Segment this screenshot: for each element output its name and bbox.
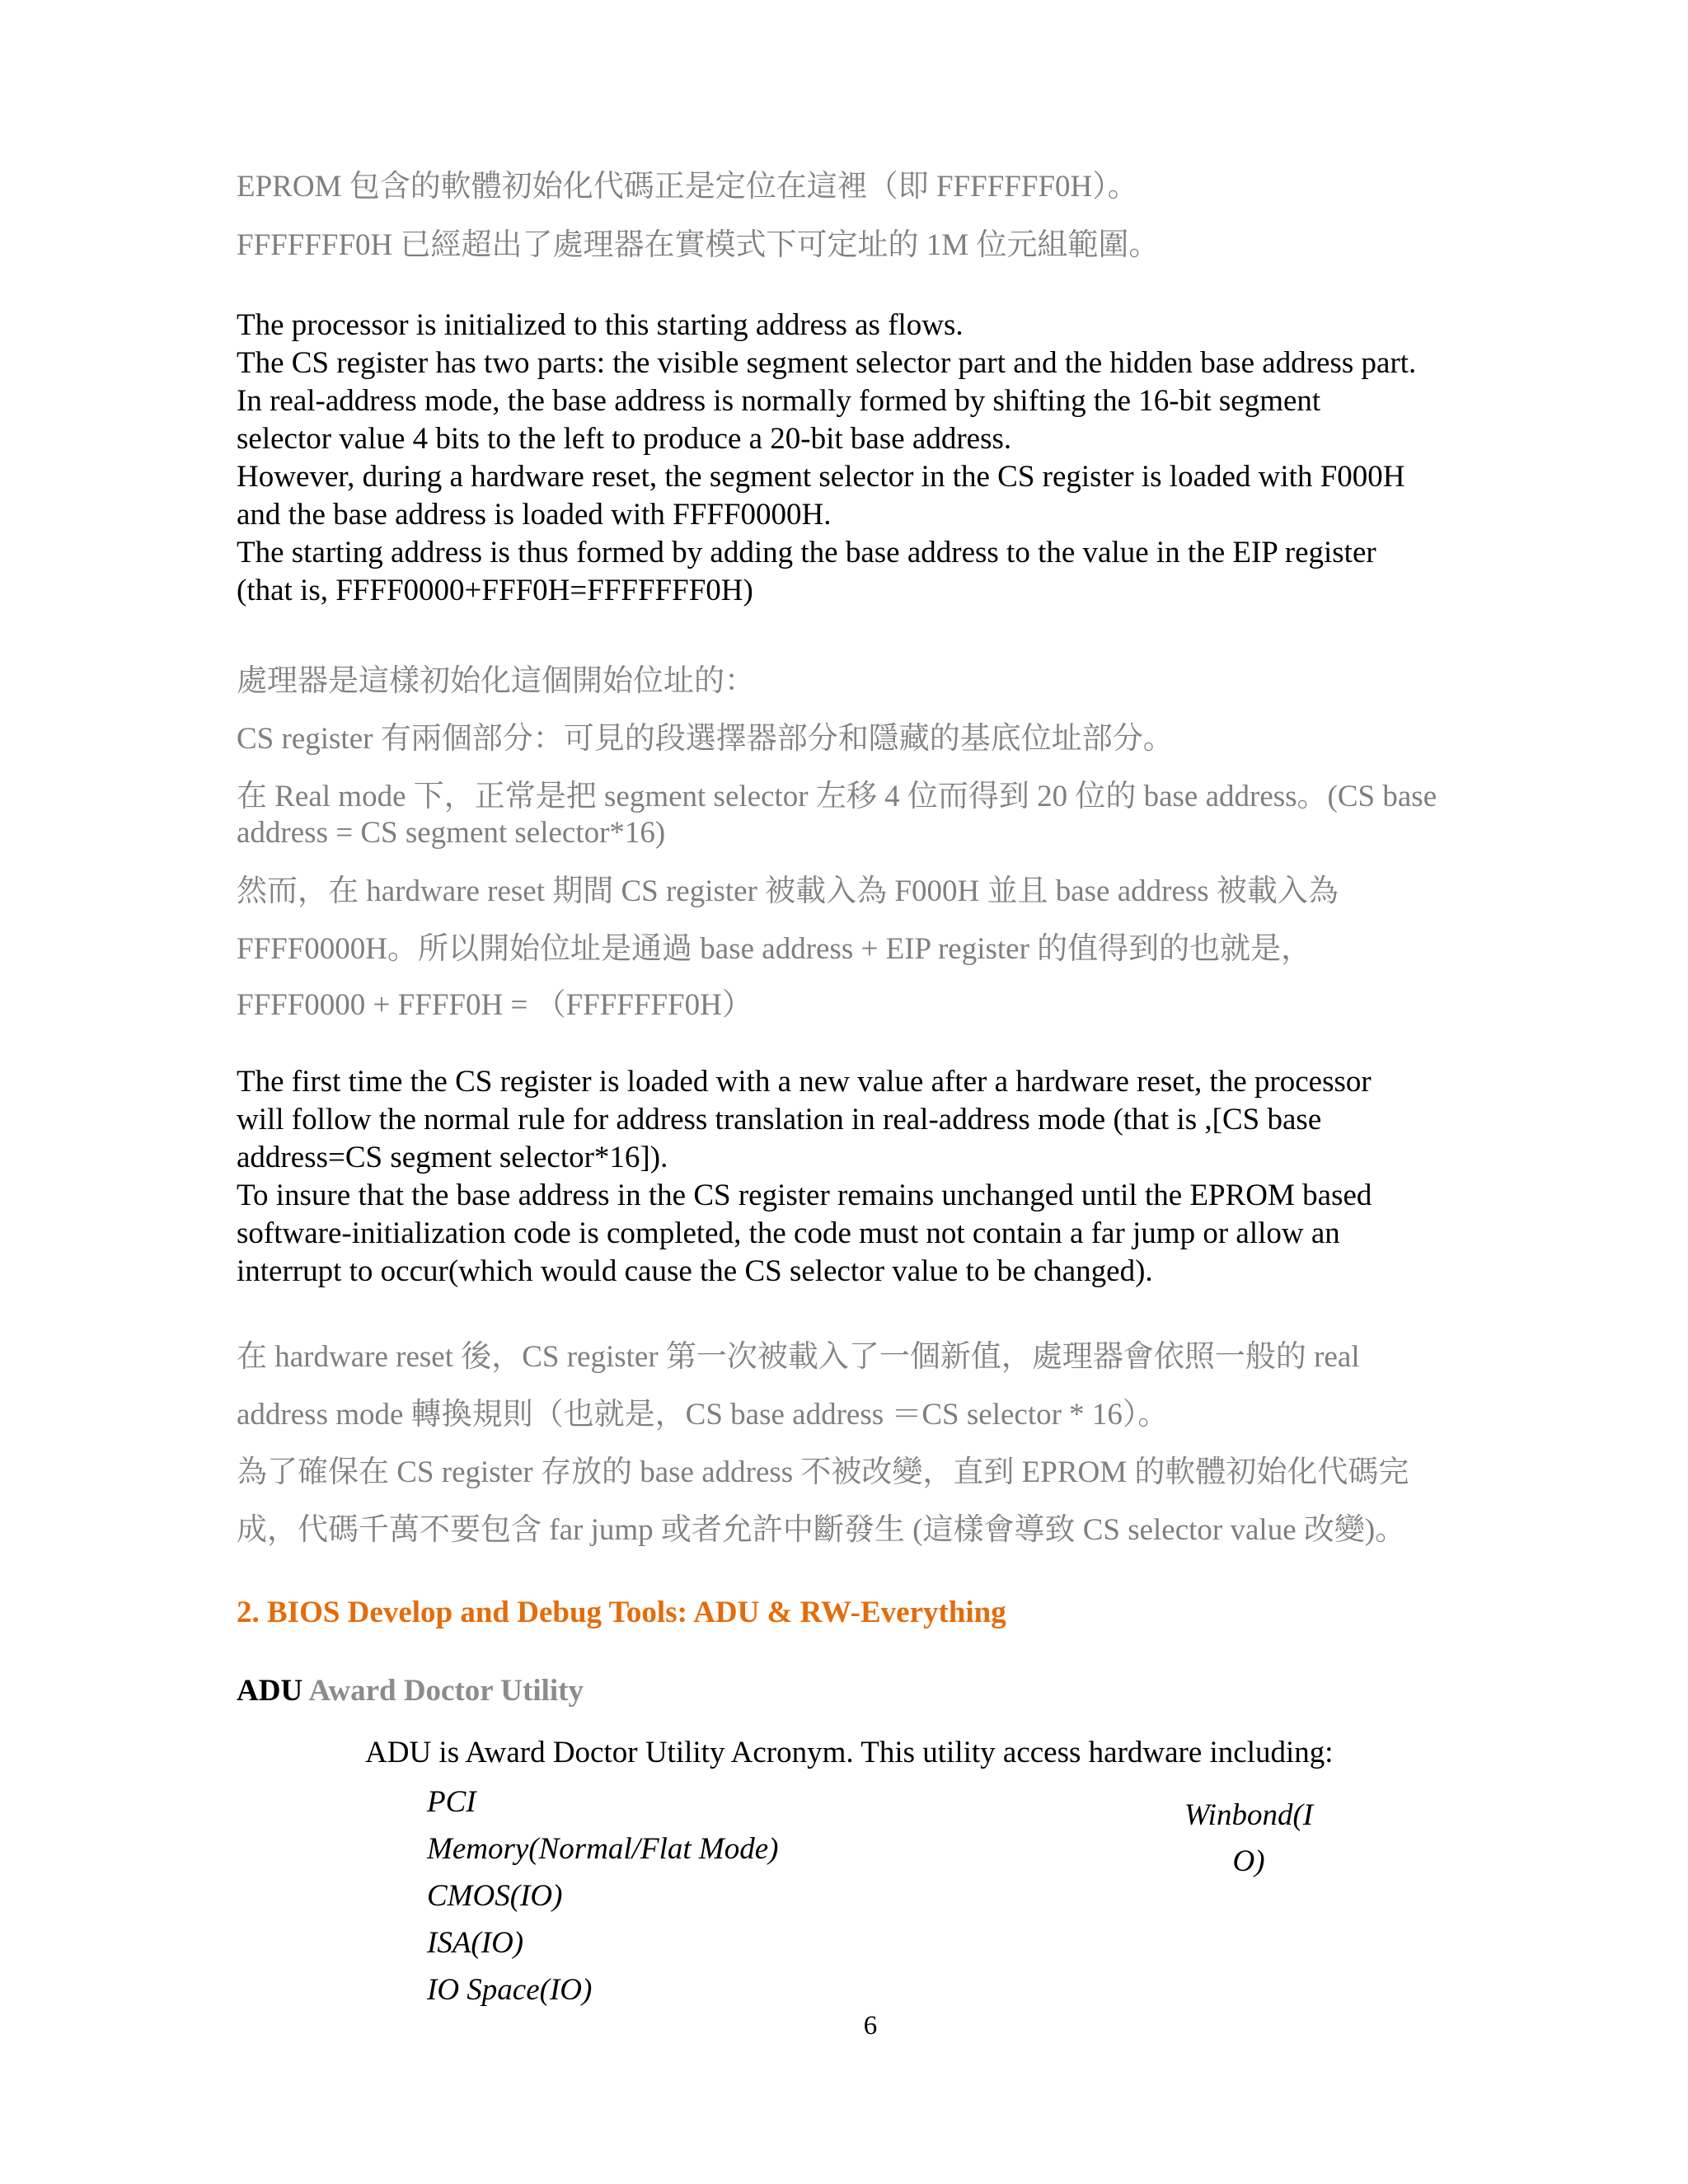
adu-acronym: ADU <box>237 1674 303 1708</box>
adu-full-name: Award Doctor Utility <box>308 1674 584 1708</box>
text-line: The CS register has two parts: the visible segment selector part and the hidden base address part. <box>237 346 1417 380</box>
chinese-line: 處理器是這樣初始化這個開始位址的： <box>237 664 755 698</box>
text-line: However, during a hardware reset, the segment selector in the CS register is loaded with F000H <box>237 460 1405 494</box>
list-item: Memory(Normal/Flat Mode) <box>427 1832 779 1866</box>
intro-line-2: FFFFFFF0H 已經超出了處理器在實模式下可定址的 1M 位元組範圍。 <box>237 228 1160 262</box>
english-paragraph-2 <box>237 1063 1539 1291</box>
english-paragraph-1 <box>237 307 1539 610</box>
text-line: To insure that the base address in the CS register remains unchanged until the EPROM based <box>237 1179 1372 1212</box>
text-line: (that is, FFFF0000+FFF0H=FFFFFFF0H) <box>237 574 753 607</box>
text-line: interrupt to occur(which would cause the CS selector value to be changed). <box>237 1254 1153 1288</box>
chinese-line: 在 hardware reset 後，CS register 第一次被載入了一個新值，處理器會依照一般的 real <box>237 1340 1360 1374</box>
chinese-line: 為了確保在 CS register 存放的 base address 不被改變，直到 EPROM 的軟體初始化代碼完 <box>237 1455 1409 1489</box>
text-line: and the base address is loaded with FFFF0000H. <box>237 498 832 532</box>
list-item: IO Space(IO) <box>427 1973 593 2007</box>
list-item: CMOS(IO) <box>427 1879 563 1913</box>
chinese-line: address mode 轉換規則（也就是，CS base address ＝CS selector * 16）。 <box>237 1398 1169 1432</box>
list-item: ISA(IO) <box>427 1926 524 1960</box>
text-line: In real-address mode, the base address is normally formed by shifting the 16-bit segment <box>237 384 1321 418</box>
side-list-item <box>1154 1793 1343 1885</box>
section-heading: 2. BIOS Develop and Debug Tools: ADU & RW-Everything <box>237 1596 1006 1629</box>
text-line: software-initialization code is completed, the code must not contain a far jump or allow an <box>237 1216 1340 1250</box>
intro-line-1: EPROM 包含的軟體初始化代碼正是定位在這裡（即 FFFFFFF0H）。 <box>237 170 1138 204</box>
side-item-line-1: Winbond(I <box>1184 1798 1314 1832</box>
hardware-list <box>427 1779 778 2013</box>
text-line: selector value 4 bits to the left to produce a 20-bit base address. <box>237 422 1012 456</box>
side-item-line-2: O) <box>1232 1844 1265 1878</box>
text-line: The first time the CS register is loaded with a new value after a hardware reset, the processor <box>237 1065 1372 1099</box>
text-line: The processor is initialized to this starting address as flows. <box>237 308 964 342</box>
adu-description: ADU is Award Doctor Utility Acronym. This utility access hardware including: <box>365 1736 1334 1769</box>
text-line: address=CS segment selector*16]). <box>237 1141 668 1174</box>
text-line: will follow the normal rule for address translation in real-address mode (that is ,[CS base <box>237 1103 1322 1137</box>
chinese-line: FFFF0000 + FFFF0H = （FFFFFFF0H） <box>237 988 753 1022</box>
text-line: The starting address is thus formed by adding the base address to the value in the EIP register <box>237 536 1376 569</box>
chinese-line: 然而，在 hardware reset 期間 CS register 被載入為 F000H 並且 base address 被載入為 <box>237 874 1339 908</box>
list-item: PCI <box>427 1785 476 1819</box>
chinese-line: CS register 有兩個部分：可見的段選擇器部分和隱藏的基底位址部分。 <box>237 722 1174 756</box>
chinese-line: 成，代碼千萬不要包含 far jump 或者允許中斷發生 (這樣會導致 CS selector value 改變)。 <box>237 1513 1406 1547</box>
chinese-line: FFFF0000H。所以開始位址是通過 base address + EIP register 的值得到的也就是， <box>237 932 1312 966</box>
chinese-line: 在 Real mode 下，正常是把 segment selector 左移 4 位而得到 20 位的 base address。(CS base address = CS segment selector*16) <box>237 780 1437 850</box>
page-number: 6 <box>863 2011 878 2041</box>
adu-subheading <box>237 1673 584 1708</box>
